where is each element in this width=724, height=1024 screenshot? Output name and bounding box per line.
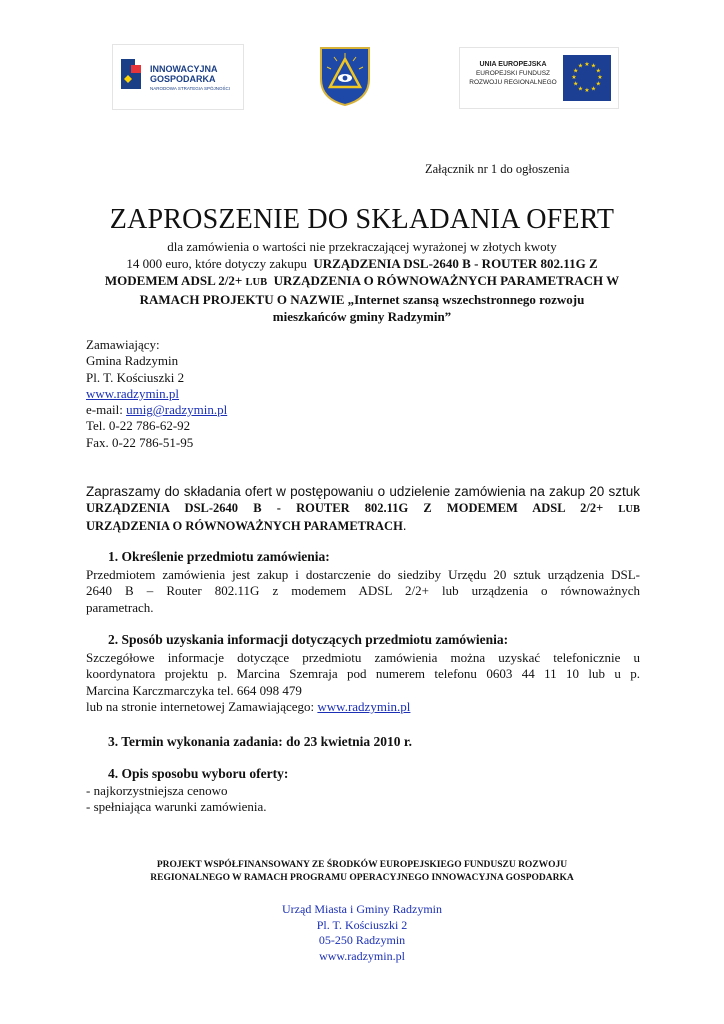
ig-logo-line1: INNOWACYJNA <box>150 64 218 74</box>
contact-name: Gmina Radzymin <box>86 353 179 369</box>
footer-address <box>0 902 724 964</box>
footer-addr-line2: Pl. T. Kościuszki 2 <box>316 917 408 932</box>
footer-addr-line3: 05-250 Radzymin <box>318 933 406 947</box>
contact-tel: Tel. 0-22 786-62-92 <box>86 418 191 434</box>
svg-text:★: ★ <box>597 74 603 81</box>
footer-addr-line4: www.radzymin.pl <box>319 948 405 963</box>
intro-paragraph <box>86 484 640 534</box>
eu-logo-line1: UNIA EUROPEJSKA <box>479 61 547 68</box>
svg-text:★: ★ <box>595 80 601 88</box>
intro-line3-end: . <box>402 518 407 533</box>
page-title: ZAPROSZENIE DO SKŁADANIA OFERT <box>109 204 615 235</box>
section-2-website-link[interactable]: www.radzymin.pl <box>317 698 411 714</box>
section-4-heading: 4. Opis sposobu wyboru oferty: <box>108 766 289 781</box>
subtitle-line4: RAMACH PROJEKTU O NAZWIE „Internet szansą wszechstronnego rozwoju <box>139 292 585 307</box>
footer-bold-line1: PROJEKT WSPÓŁFINANSOWANY ZE ŚRODKÓW EUROPEJSKIEGO FUNDUSZU ROZWOJU <box>156 860 568 870</box>
section-1-line1: Przedmiotem zamówienia jest zakup i dostarczenie do siedziby Urzędu 20 sztuk urządzenia DSL- <box>86 567 640 582</box>
subtitle-line3c: URZĄDZENIA O RÓWNOWAŻNYCH PARAMETRACH W <box>273 273 620 288</box>
section-1-body <box>86 567 640 616</box>
section-2-line4: lub na stronie internetowej Zamawiającego: <box>86 698 318 714</box>
subtitle-line3a: MODEMEM ADSL 2/2+ <box>104 273 243 288</box>
footer-bold-line2: REGIONALNEGO W RAMACH PROGRAMU OPERACYJNEGO INNOWACYJNA GOSPODARKA <box>150 873 574 883</box>
section-2-body <box>86 650 640 715</box>
ig-logo-line3: NARODOWA STRATEGIA SPÓJNOŚCI <box>150 86 231 91</box>
website-link[interactable]: www.radzymin.pl <box>86 385 180 401</box>
ig-logo-mark-icon <box>121 59 145 89</box>
intro-line3: URZĄDZENIA O RÓWNOWAŻNYCH PARAMETRACH <box>86 519 403 533</box>
email-label: e-mail: <box>86 402 127 418</box>
section-2-line2: koordynatora projektu p. Marcina Szemraja pod numerem telefonu 0603 44 11 10 lub u p. <box>86 666 640 682</box>
contact-block <box>86 337 227 451</box>
intro-line2: URZĄDZENIA DSL-2640 B - ROUTER 802.11G Z MODEMEM ADSL 2/2+ <box>86 501 604 515</box>
eu-logo-line2: EUROPEJSKI FUNDUSZ <box>475 70 551 77</box>
svg-text:★: ★ <box>590 62 597 70</box>
contact-label: Zamawiający: <box>86 337 160 352</box>
svg-text:★: ★ <box>577 62 584 70</box>
radzymin-crest-icon <box>318 45 372 107</box>
section-2-heading: 2. Sposób uzyskania informacji dotyczących przedmiotu zamówienia: <box>108 632 509 647</box>
section-1-line2: 2640 B – Router 802.11G z modemem ADSL 2/2+ lub urządzenia o równoważnych <box>86 583 640 599</box>
footer-addr-line1: Urząd Miasta i Gminy Radzymin <box>282 902 442 916</box>
subtitle-line1: dla zamówienia o wartości nie przekraczającej wyrażonej w złotych kwoty <box>167 239 557 254</box>
svg-text:★: ★ <box>584 87 590 94</box>
subtitle-line5: mieszkańców gminy Radzymin” <box>272 309 452 324</box>
section-1-heading: 1. Określenie przedmiotu zamówienia: <box>108 549 330 564</box>
contact-fax: Fax. 0-22 786-51-95 <box>86 434 194 450</box>
subtitle-line2b: URZĄDZENIA DSL-2640 B - ROUTER 802.11G Z <box>313 256 598 271</box>
email-link[interactable]: umig@radzymin.pl <box>126 402 228 418</box>
footer-cofinancing <box>60 859 664 885</box>
subtitle-or: LUB <box>245 277 268 288</box>
svg-text:★: ★ <box>577 85 584 93</box>
svg-text:★: ★ <box>590 85 597 93</box>
intro-line1: Zapraszamy do składania ofert w postępowaniu o udzielenie zamówienia na zakup 20 sztuk <box>86 484 640 499</box>
eu-logo-line3: ROZWOJU REGIONALNEGO <box>469 79 557 86</box>
section-2-line1: Szczegółowe informacje dotyczące przedmiotu zamówienia można uzyskać telefonicznie u <box>86 650 640 665</box>
subtitle <box>80 238 644 325</box>
section-4-item2: - spełniająca warunki zamówienia. <box>86 799 267 815</box>
subtitle-line2a: 14 000 euro, które dotyczy zakupu <box>126 256 307 271</box>
section-3-heading: 3. Termin wykonania zadania: do 23 kwietnia 2010 r. <box>108 734 413 749</box>
section-2-line3: Marcina Karczmarczyka tel. 664 098 479 <box>86 682 302 698</box>
svg-text:★: ★ <box>595 67 601 75</box>
eu-flag-icon <box>563 55 611 101</box>
ig-logo-line2: GOSPODARKA <box>150 74 216 84</box>
section-4-body <box>86 783 640 816</box>
eu-fund-logo <box>459 47 619 109</box>
svg-text:★: ★ <box>584 61 590 68</box>
intro-or: LUB <box>618 504 641 515</box>
svg-text:★: ★ <box>573 67 579 75</box>
svg-text:★: ★ <box>573 80 579 88</box>
section-4-item1: - najkorzystniejsza cenowo <box>86 783 228 798</box>
annex-label: Załącznik nr 1 do ogłoszenia <box>425 162 570 176</box>
contact-address: Pl. T. Kościuszki 2 <box>86 369 185 385</box>
innowacyjna-gospodarka-logo <box>112 44 244 110</box>
svg-text:★: ★ <box>571 74 577 81</box>
section-1-line3: parametrach. <box>86 599 154 615</box>
